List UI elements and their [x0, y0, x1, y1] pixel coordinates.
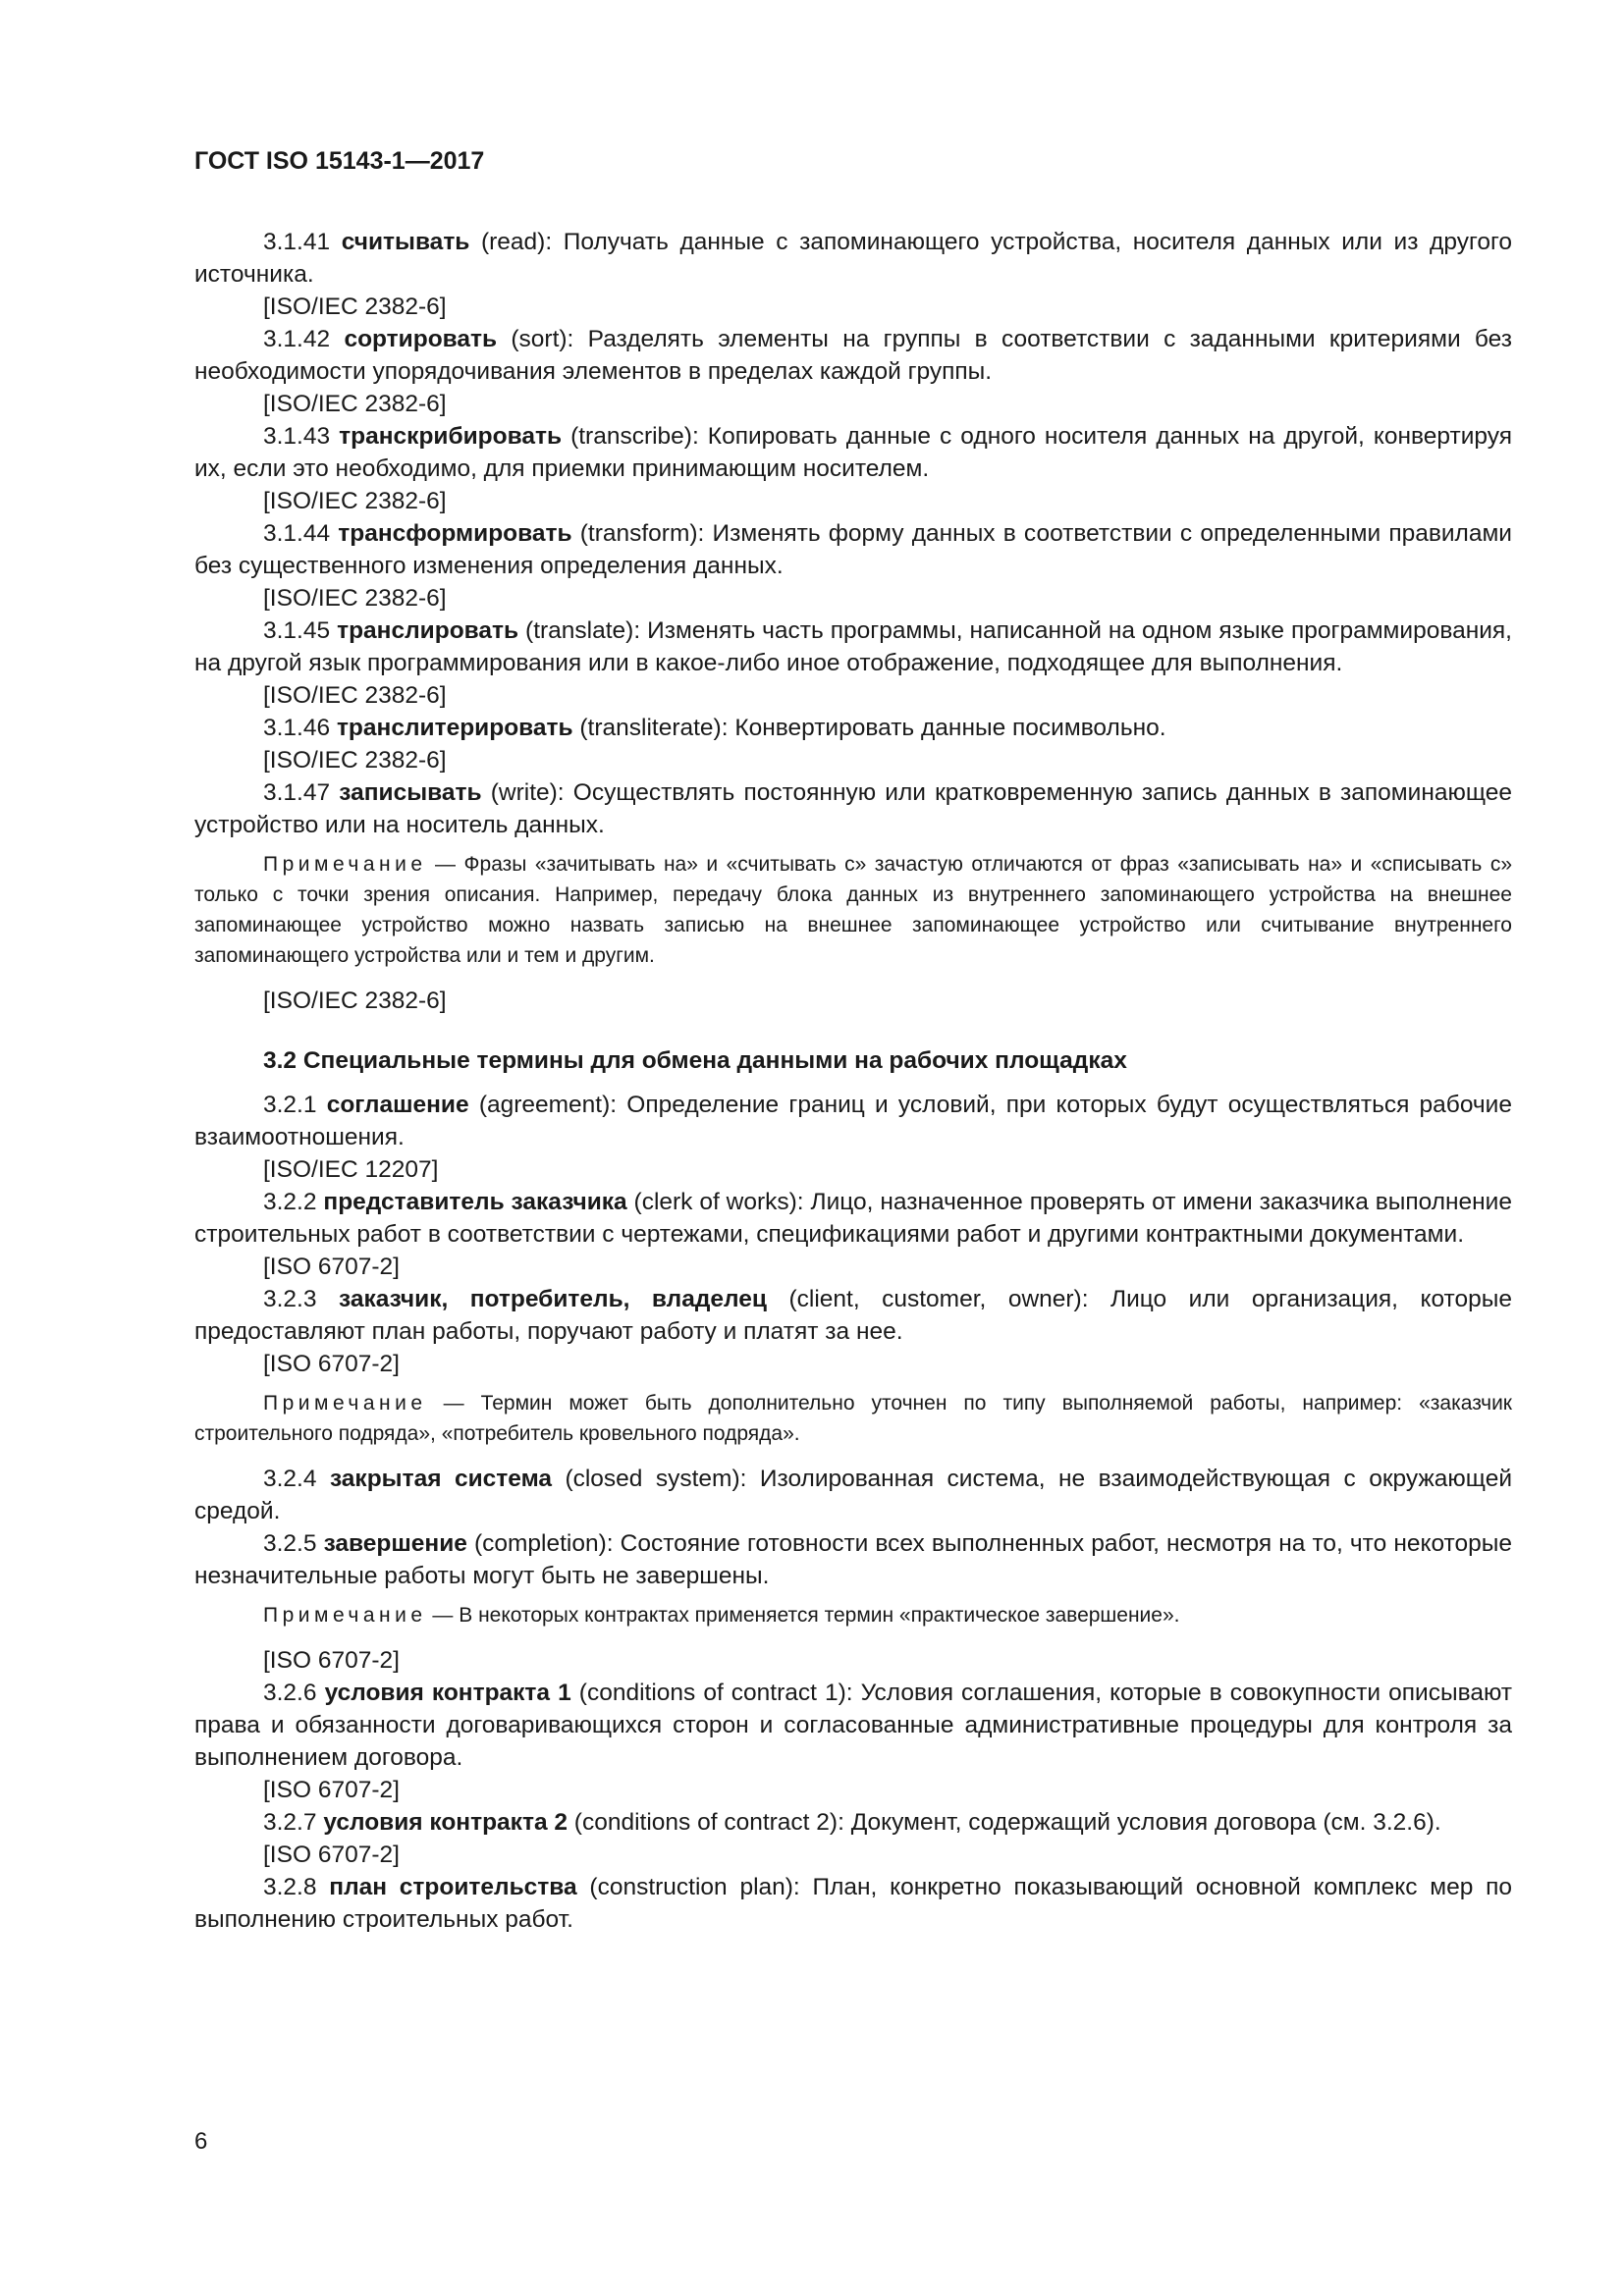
term-entry — [194, 776, 1512, 841]
note — [194, 1388, 1512, 1449]
term-number: 3.1.46 — [263, 715, 331, 741]
term-number: 3.1.43 — [263, 423, 331, 450]
term-reference: [ISO/IEC 2382-6] — [263, 747, 447, 774]
term-reference: [ISO/IEC 2382-6] — [263, 488, 447, 514]
term-definition: (read): Получать данные с запоминающего устройства, носителя данных или из другого источника. — [194, 229, 1512, 288]
term-number: 3.2.4 — [263, 1466, 317, 1492]
term-definition: (sort): Разделять элементы на группы в соответствии с заданными критериями без необходимости упорядочивания элементов в пределах каждой группы. — [194, 326, 1513, 385]
term-entry — [194, 712, 1512, 744]
term-reference: [ISO/IEC 2382-6] — [263, 294, 447, 320]
term-number: 3.2.7 — [263, 1809, 317, 1836]
note-text: — Фразы «зачитывать на» и «считывать с» зачастую отличаются от фраз «записывать на» и «списывать с» только с точки зрения описания. Например, передачу блока данных из внутреннего запоминающего устройства на внешнее запоминающее устройство можно назвать записью на внешнее запоминающее устройство или считывание внутреннего запоминающего устройства или и тем и другим. — [194, 853, 1512, 967]
term-name: план строительства — [329, 1874, 577, 1900]
term-reference: [ISO/IEC 2382-6] — [263, 585, 447, 612]
term-entry — [194, 1806, 1512, 1839]
note-text: — В некоторых контрактах применяется термин «практическое завершение». — [426, 1604, 1180, 1627]
term-name: условия контракта 1 — [324, 1680, 571, 1706]
term-definition: (completion): Состояние готовности всех выполненных работ, несмотря на то, что некоторые незначительные работы могут быть не завершены. — [194, 1530, 1512, 1589]
term-name: представитель заказчика — [323, 1189, 627, 1215]
term-name: транслитерировать — [336, 715, 573, 741]
document-header: ГОСТ ISO 15143-1—2017 — [194, 147, 485, 175]
page-number: 6 — [194, 2128, 208, 2155]
term-entry — [194, 1677, 1512, 1774]
term-entry — [194, 1186, 1512, 1251]
term-number: 3.2.2 — [263, 1189, 317, 1215]
term-definition: (conditions of contract 2): Документ, содержащий условия договора (см. 3.2.6). — [568, 1809, 1441, 1836]
term-definition: (closed system): Изолированная система, не взаимодействующая с окружающей средой. — [194, 1466, 1512, 1524]
section-heading: 3.2 Специальные термины для обмена данными на рабочих площадках — [263, 1047, 1127, 1074]
term-reference: [ISO 6707-2] — [263, 1842, 400, 1868]
term-entry — [194, 1527, 1512, 1592]
term-reference: [ISO/IEC 12207] — [263, 1156, 439, 1183]
term-entry — [194, 420, 1512, 485]
term-number: 3.2.5 — [263, 1530, 317, 1557]
note — [194, 1600, 1512, 1630]
term-name: транскрибировать — [339, 423, 563, 450]
term-name: трансформировать — [338, 520, 572, 547]
term-number: 3.2.1 — [263, 1092, 317, 1118]
term-number: 3.1.41 — [263, 229, 331, 255]
term-name: считывать — [341, 229, 470, 255]
term-number: 3.1.45 — [263, 617, 331, 644]
term-name: закрытая система — [329, 1466, 552, 1492]
term-name: заказчик, потребитель, владелец — [339, 1286, 767, 1312]
term-entry — [194, 1463, 1512, 1527]
term-definition: (translate): Изменять часть программы, написанной на одном языке программирования, на другой язык программирования или в какое-либо иное отображение, подходящее для выполнения. — [194, 617, 1512, 676]
term-number: 3.2.8 — [263, 1874, 317, 1900]
term-definition: (construction plan): План, конкретно показывающий основной комплекс мер по выполнению строительных работ. — [194, 1874, 1512, 1933]
term-name: записывать — [339, 779, 482, 806]
note-label: Примечание — [263, 853, 427, 876]
term-reference: [ISO/IEC 2382-6] — [263, 988, 447, 1014]
term-name: завершение — [323, 1530, 467, 1557]
term-reference: [ISO 6707-2] — [263, 1647, 400, 1674]
term-entry — [194, 323, 1512, 388]
term-reference: [ISO 6707-2] — [263, 1777, 400, 1803]
term-definition: (clerk of works): Лицо, назначенное проверять от имени заказчика выполнение строительных работ в соответствии с чертежами, спецификациями работ и другими контрактными документами. — [194, 1189, 1512, 1248]
term-name: условия контракта 2 — [323, 1809, 568, 1836]
term-entry — [194, 517, 1512, 582]
term-definition: (transcribe): Копировать данные с одного носителя данных на другой, конвертируя их, если это необходимо, для приемки принимающим носителем. — [194, 423, 1512, 482]
term-reference: [ISO 6707-2] — [263, 1254, 400, 1280]
note-label: Примечание — [263, 1604, 427, 1627]
term-number: 3.1.42 — [263, 326, 331, 352]
term-entry — [194, 1871, 1512, 1936]
term-reference: [ISO/IEC 2382-6] — [263, 682, 447, 709]
term-reference: [ISO 6707-2] — [263, 1351, 400, 1377]
term-name: сортировать — [344, 326, 498, 352]
note-label: Примечание — [263, 1392, 427, 1415]
term-definition: (write): Осуществлять постоянную или кратковременную запись данных в запоминающее устройство или на носитель данных. — [194, 779, 1512, 838]
note-text: — Термин может быть дополнительно уточнен по типу выполняемой работы, например: «заказчик строительного подряда», «потребитель кровельного подряда». — [194, 1392, 1512, 1445]
document-content — [194, 226, 1512, 1936]
term-number: 3.1.47 — [263, 779, 331, 806]
term-name: соглашение — [326, 1092, 469, 1118]
term-reference: [ISO/IEC 2382-6] — [263, 391, 447, 417]
term-definition: (transliterate): Конвертировать данные посимвольно. — [572, 715, 1166, 741]
term-number: 3.1.44 — [263, 520, 331, 547]
term-definition: (conditions of contract 1): Условия соглашения, которые в совокупности описывают права и обязанности договаривающихся сторон и согласованные административные процедуры для контроля за выполнением договора. — [194, 1680, 1512, 1771]
note — [194, 849, 1512, 971]
term-entry — [194, 1283, 1512, 1348]
term-number: 3.2.3 — [263, 1286, 317, 1312]
term-entry — [194, 1089, 1512, 1153]
term-definition: (transform): Изменять форму данных в соответствии с определенными правилами без существенного изменения определения данных. — [194, 520, 1512, 579]
term-number: 3.2.6 — [263, 1680, 317, 1706]
term-entry — [194, 614, 1512, 679]
term-name: транслировать — [337, 617, 519, 644]
term-entry — [194, 226, 1512, 291]
term-definition: (client, customer, owner): Лицо или организация, которые предоставляют план работы, поручают работу и платят за нее. — [194, 1286, 1512, 1345]
term-definition: (agreement): Определение границ и условий, при которых будут осуществляться рабочие взаимоотношения. — [194, 1092, 1512, 1150]
